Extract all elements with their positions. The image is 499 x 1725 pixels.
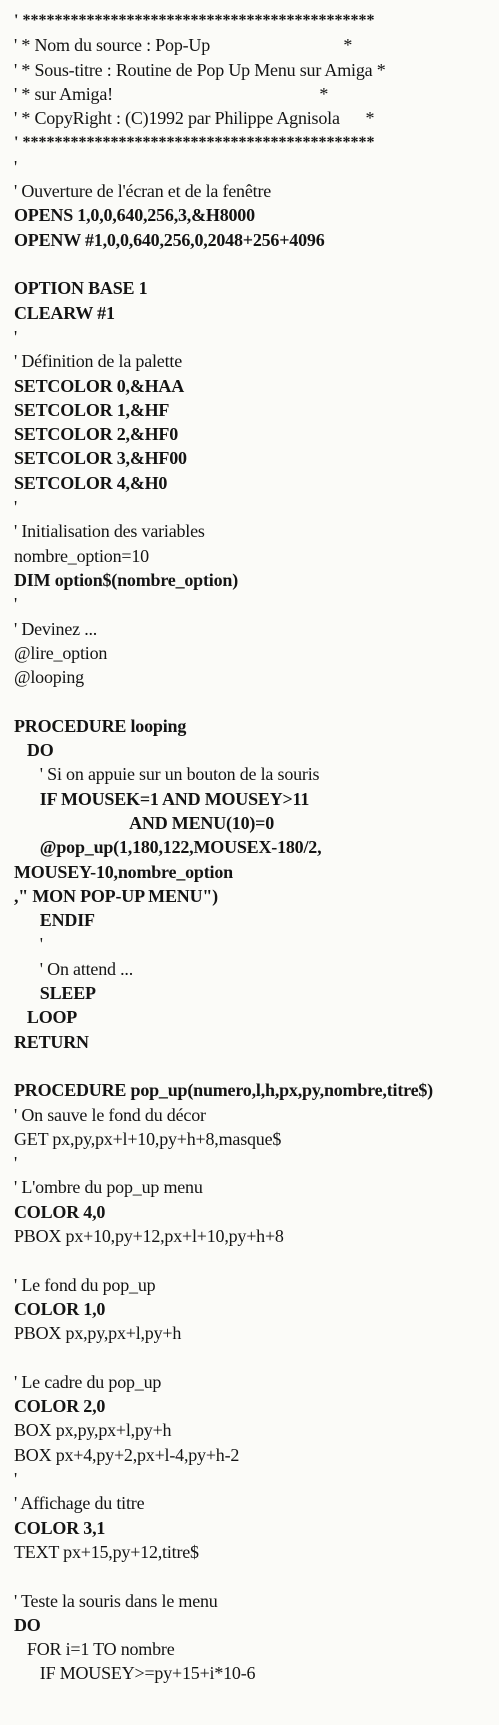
code-line: COLOR 4,0 [14, 1201, 106, 1222]
code-line: SETCOLOR 0,&HAA [14, 375, 185, 396]
code-line: OPENS 1,0,0,640,256,3,&H8000 [14, 205, 255, 226]
code-line: @looping [14, 667, 84, 688]
code-line: SETCOLOR 4,&H0 [14, 472, 168, 493]
code-line: DIM option$(nombre_option) [14, 569, 238, 590]
code-line: @lire_option [14, 642, 108, 663]
code-line: IF MOUSEK=1 AND MOUSEY>11 [14, 788, 310, 809]
code-line: COLOR 3,1 [14, 1517, 106, 1538]
code-line: ' [14, 326, 18, 347]
code-line: ' Teste la souris dans le menu [14, 1590, 218, 1611]
code-line: ' Initialisation des variables [14, 521, 205, 542]
code-line: ' Le cadre du pop_up [14, 1371, 162, 1392]
code-line: AND MENU(10)=0 [14, 812, 275, 833]
code-line: OPTION BASE 1 [14, 278, 148, 299]
code-line: DO [14, 1614, 41, 1635]
code-line: FOR i=1 TO nombre [14, 1639, 175, 1660]
code-line: ' * Nom du source : Pop-Up * [14, 35, 353, 56]
code-line: ' * sur Amiga! * [14, 83, 329, 104]
code-line: ' * Sous-titre : Routine de Pop Up Menu sur Amiga * [14, 59, 386, 80]
code-line: ' Ouverture de l'écran et de la fenêtre [14, 181, 272, 202]
code-line: IF MOUSEY>=py+15+i*10-6 [14, 1663, 256, 1684]
code-line: PROCEDURE pop_up(numero,l,h,px,py,nombre,titre$) [14, 1080, 433, 1101]
code-line: SETCOLOR 1,&HF [14, 399, 170, 420]
code-line: OPENW #1,0,0,640,256,0,2048+256+4096 [14, 229, 325, 250]
code-line: ENDIF [14, 910, 95, 931]
code-line: LOOP [14, 1007, 78, 1028]
code-line: SLEEP [14, 983, 96, 1003]
code-line: ' [14, 1469, 18, 1489]
code-line: DO [14, 740, 54, 760]
code-line: ' Devinez ... [14, 618, 98, 639]
code-line: ' ******************************************** [14, 133, 375, 151]
code-line: ," MON POP-UP MENU") [14, 885, 218, 906]
code-line: ' * CopyRight : (C)1992 par Philippe Agnisola * [14, 108, 375, 129]
code-line: nombre_option=10 [14, 545, 149, 566]
code-line: ' Affichage du titre [14, 1493, 145, 1514]
code-line: SETCOLOR 2,&HF0 [14, 424, 179, 445]
code-line: ' [14, 497, 18, 517]
code-line: CLEARW #1 [14, 302, 115, 323]
code-line: ' Si on appuie sur un bouton de la souris [14, 764, 320, 785]
code-line: TEXT px+15,py+12,titre$ [14, 1541, 199, 1562]
code-line: PROCEDURE looping [14, 715, 187, 736]
code-line: RETURN [14, 1031, 89, 1052]
code-line: COLOR 1,0 [14, 1298, 106, 1319]
code-line: GET px,py,px+l+10,py+h+8,masque$ [14, 1128, 282, 1149]
code-line: BOX px,py,px+l,py+h [14, 1420, 172, 1441]
code-line: BOX px+4,py+2,px+l-4,py+h-2 [14, 1444, 240, 1465]
code-line: ' Le fond du pop_up [14, 1274, 156, 1295]
code-line: PBOX px,py,px+l,py+h [14, 1323, 182, 1344]
code-line: ' [14, 1153, 18, 1174]
code-line: ' ******************************************** [14, 12, 375, 29]
code-line: MOUSEY-10,nombre_option [14, 861, 233, 882]
code-line: PBOX px+10,py+12,px+l+10,py+h+8 [14, 1226, 284, 1246]
code-line: ' [14, 594, 18, 615]
code-line: @pop_up(1,180,122,MOUSEX-180/2, [14, 837, 322, 858]
code-line: ' On attend ... [14, 958, 134, 979]
code-line: ' On sauve le fond du décor [14, 1104, 206, 1125]
code-line: COLOR 2,0 [14, 1396, 106, 1417]
code-line: SETCOLOR 3,&HF00 [14, 448, 187, 469]
code-line: ' [14, 934, 43, 955]
code-line: ' Définition de la palette [14, 351, 182, 372]
code-line: ' [14, 156, 18, 177]
code-line: ' L'ombre du pop_up menu [14, 1177, 203, 1198]
